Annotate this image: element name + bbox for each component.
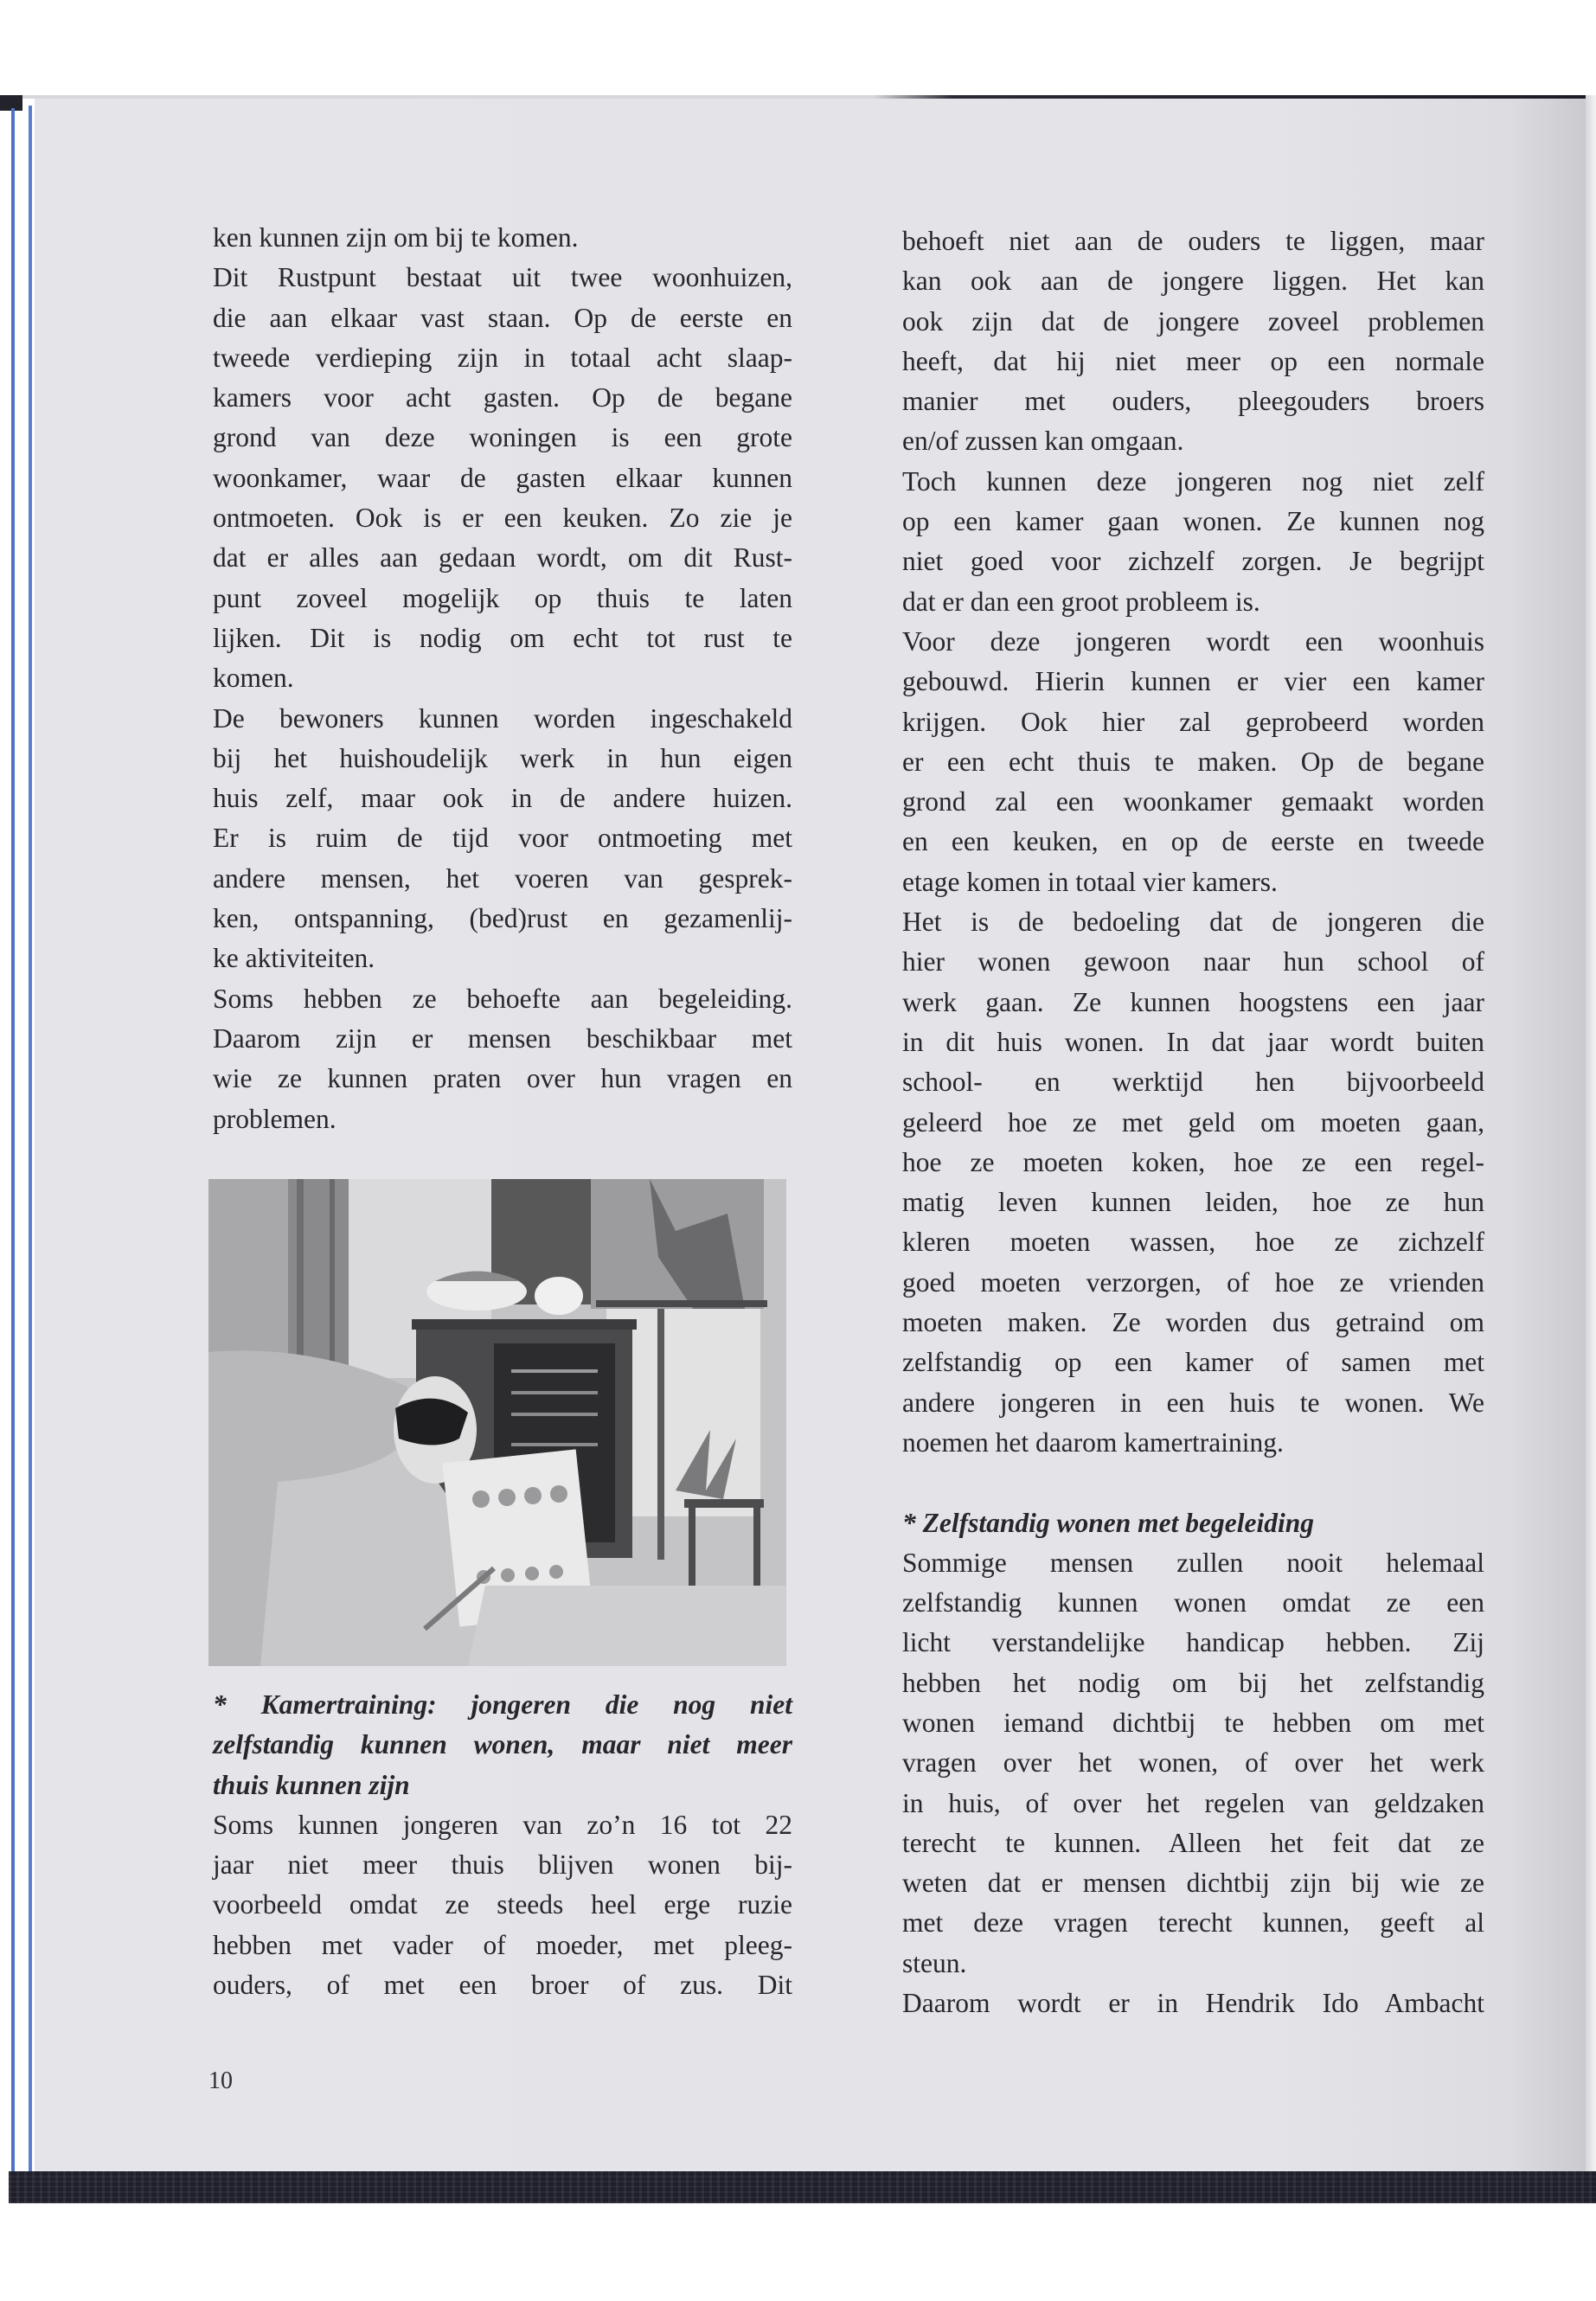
text-line: dat er dan een groot probleem is. [902, 586, 1260, 617]
text-line: hebben met vader of moeder, met pleeg- [213, 1929, 792, 1960]
text-line: komen. [213, 663, 294, 694]
text-line: hier wonen gewoon naar hun school of [902, 946, 1484, 977]
text-line: met deze vragen terecht kunnen, geeft al [902, 1907, 1484, 1939]
section-heading-line: * Kamertraining: jongeren die nog niet [213, 1689, 792, 1720]
text-line: Daarom wordt er in Hendrik Ido Ambacht [902, 1988, 1484, 2019]
text-line: jaar niet meer thuis blijven wonen bij- [213, 1849, 792, 1881]
text-line: andere jongeren in een huis te wonen. We [902, 1387, 1484, 1418]
text-line: steun. [902, 1947, 967, 1978]
text-line: in dit huis wonen. In dat jaar wordt buiten [902, 1026, 1484, 1057]
text-line: ontmoeten. Ook is er een keuken. Zo zie je [213, 503, 792, 534]
text-line: terecht te kunnen. Alleen het feit dat ze [902, 1827, 1484, 1858]
text-line: goed moeten verzorgen, of hoe ze vrienden [902, 1266, 1484, 1298]
text-line: voorbeeld omdat ze steeds heel erge ruzie [213, 1889, 792, 1920]
text-line: huis zelf, maar ook in de andere huizen. [213, 783, 792, 814]
text-line: Voor deze jongeren wordt een woonhuis [902, 625, 1484, 657]
section-heading-line: zelfstandig kunnen wonen, maar niet meer [213, 1729, 792, 1760]
text-line: bij het huishoudelijk werk in hun eigen [213, 742, 792, 773]
text-line: grond zal een woonkamer gemaakt worden [902, 786, 1484, 817]
text-line: noemen het daarom kamertraining. [902, 1426, 1284, 1458]
text-line: licht verstandelijke handicap hebben. Zij [902, 1627, 1484, 1658]
text-line: Het is de bedoeling dat de jongeren die [902, 907, 1484, 938]
left-text-column [213, 218, 792, 1139]
text-line: weten dat er mensen dichtbij zijn bij wie ze [902, 1868, 1484, 1899]
text-line: hoe ze moeten koken, hoe ze een regel- [902, 1146, 1484, 1177]
text-line: krijgen. Ook hier zal geprobeerd worden [902, 706, 1484, 737]
text-line: die aan elkaar vast staan. Op de eerste en [213, 302, 792, 333]
page-top-edge [0, 95, 1587, 99]
section-kamertraining [213, 1685, 792, 2005]
section-heading-line: thuis kunnen zijn [213, 1769, 410, 1800]
photo-person-on-couch [208, 1179, 786, 1666]
text-line: punt zoveel mogelijk op thuis te laten [213, 582, 792, 613]
text-line: problemen. [213, 1103, 337, 1134]
text-line: etage komen in totaal vier kamers. [902, 866, 1278, 897]
text-line: ke aktiviteiten. [213, 943, 375, 974]
text-line: niet goed voor zichzelf zorgen. Je begrijpt [902, 546, 1484, 577]
text-line: dat er alles aan gedaan wordt, om dit Rust- [213, 542, 792, 574]
text-line: matig leven kunnen leiden, hoe ze hun [902, 1187, 1484, 1218]
text-line: lijken. Dit is nodig om echt tot rust te [213, 622, 792, 653]
text-line: Sommige mensen zullen nooit helemaal [902, 1547, 1484, 1578]
text-line: op een kamer gaan wonen. Ze kunnen nog [902, 506, 1484, 537]
text-line: ook zijn dat de jongere zoveel problemen [902, 305, 1484, 336]
text-line: Er is ruim de tijd voor ontmoeting met [213, 823, 792, 854]
text-line: gebouwd. Hierin kunnen er vier een kamer [902, 666, 1484, 697]
text-line: Dit Rustpunt bestaat uit twee woonhuizen, [213, 262, 792, 293]
text-line: heeft, dat hij niet meer op een normale [902, 345, 1484, 376]
section-heading-line: * Zelfstandig wonen met begeleiding [902, 1507, 1314, 1538]
text-line: werk gaan. Ze kunnen hoogstens een jaar [902, 986, 1484, 1017]
text-line: en een keuken, en op de eerste en tweede [902, 826, 1484, 857]
text-line: er een echt thuis te maken. Op de begane [902, 746, 1484, 777]
text-line: vragen over het wonen, of over het werk [902, 1747, 1484, 1779]
page-right-edge [1586, 95, 1596, 2189]
text-line: zelfstandig op een kamer of samen met [902, 1347, 1484, 1378]
text-line: moeten maken. Ze worden dus getraind om [902, 1307, 1484, 1338]
text-line: ouders, of met een broer of zus. Dit [213, 1970, 792, 2001]
text-line: hebben het nodig om bij het zelfstandig [902, 1667, 1484, 1698]
text-line: manier met ouders, pleegouders broers [902, 386, 1484, 417]
right-text-column [902, 221, 1484, 2023]
text-line: en/of zussen kan omgaan. [902, 426, 1184, 457]
text-line: zelfstandig kunnen wonen omdat ze een [902, 1587, 1484, 1618]
text-line: Soms hebben ze behoefte aan begeleiding. [213, 983, 792, 1014]
text-line: in huis, of over het regelen van geldzaken [902, 1787, 1484, 1818]
text-line: kamers voor acht gasten. Op de begane [213, 382, 792, 413]
text-line: wie ze kunnen praten over hun vragen en [213, 1063, 792, 1094]
text-line: De bewoners kunnen worden ingeschakeld [213, 702, 792, 734]
text-line: ken kunnen zijn om bij te komen. [213, 222, 579, 253]
spine-blue-line [29, 106, 32, 2173]
book-cover-bottom-band [9, 2171, 1596, 2203]
text-line: geleerd hoe ze met geld om moeten gaan, [902, 1106, 1484, 1138]
text-line: Toch kunnen deze jongeren nog niet zelf [902, 465, 1484, 497]
text-line: school- en werktijd hen bijvoorbeeld [902, 1067, 1484, 1098]
spine-blue-line [11, 108, 15, 2171]
page-number: 10 [208, 2067, 233, 2094]
text-line: kan ook aan de jongere liggen. Het kan [902, 266, 1484, 297]
text-line: wonen iemand dichtbij te hebben om met [902, 1707, 1484, 1738]
text-line: tweede verdieping zijn in totaal acht slaap- [213, 342, 792, 373]
photo-illustration [208, 1179, 786, 1666]
text-line: grond van deze woningen is een grote [213, 422, 792, 453]
text-line: Soms kunnen jongeren van zo’n 16 tot 22 [213, 1809, 792, 1840]
text-line: andere mensen, het voeren van gesprek- [213, 862, 792, 894]
text-line: kleren moeten wassen, hoe ze zichzelf [902, 1227, 1484, 1258]
text-line: behoeft niet aan de ouders te liggen, maar [902, 226, 1484, 256]
text-line: ken, ontspanning, (bed)rust en gezamenlij- [213, 903, 792, 934]
text-line: woonkamer, waar de gasten elkaar kunnen [213, 462, 792, 493]
text-line: Daarom zijn er mensen beschikbaar met [213, 1022, 792, 1054]
blank-line [902, 1463, 1484, 1503]
